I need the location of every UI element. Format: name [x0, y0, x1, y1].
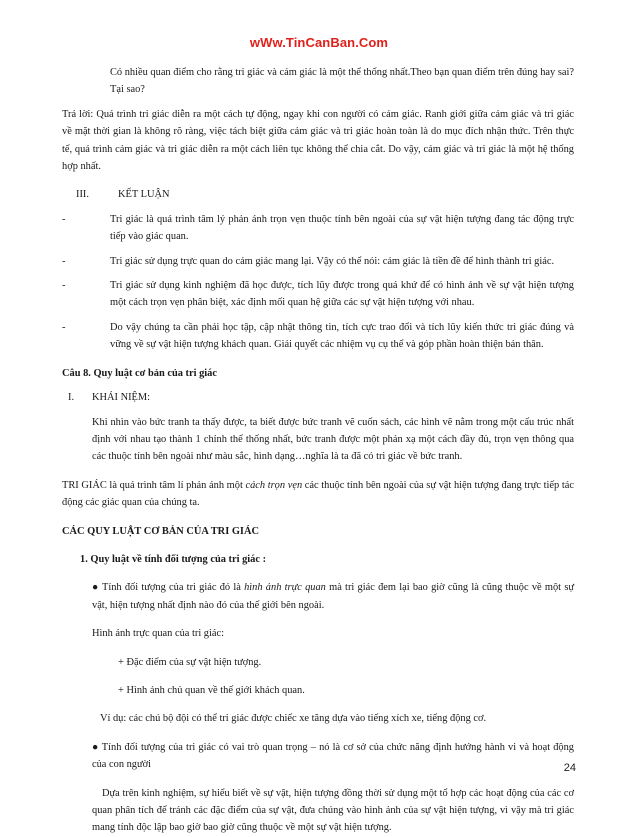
definition-part: các thuộc tính bên ngoài của sự vật hiện tượng đang trực tiếp tác động các giác quan của chúng ta.	[62, 479, 574, 509]
conclusion-heading	[62, 186, 574, 203]
dash-marker: -	[62, 255, 66, 267]
definition-emphasis: cách trọn vẹn	[245, 479, 303, 491]
law1-sub-item: + Đặc điểm của sự vật hiện tượng.	[118, 656, 262, 668]
law1-heading: 1. Quy luật về tính đối tượng của tri giác :	[80, 553, 267, 565]
page-number: 24	[563, 762, 576, 774]
dash-marker: -	[62, 321, 66, 333]
list-item-text: Tri giác sử dụng trực quan do cảm giác mang lại. Vậy có thể nói: cảm giác là tiền đề để hình thành tri giác.	[110, 255, 555, 267]
dash-marker: -	[62, 280, 66, 292]
laws-heading: CÁC QUY LUẬT CƠ BẢN CỦA TRI GIÁC	[62, 525, 259, 537]
concept-number: I.	[68, 392, 75, 404]
law1-paragraph	[62, 579, 574, 614]
law1-paragraph	[62, 739, 574, 774]
law1-example: Ví dụ: các chú bộ đội có thể tri giác được chiếc xe tăng dựa vào tiếng xích xe, tiếng động cơ.	[100, 713, 487, 725]
list-item	[62, 211, 574, 246]
question-title: . Quy luật cơ bản của tri giác	[88, 367, 217, 379]
list-item-text: Tri giác sử dụng kinh nghiệm đã học được, tích lũy được trong quá khứ để có hình ảnh về sự vật hiện tượng một cách trọn vẹn phân biệt, xác định mối quan hệ giữa các sự vật hiện tượng với nhau.	[110, 280, 574, 309]
law1-paragraph: Dựa trên kinh nghiệm, sự hiểu biết về sự vật, hiện tượng đồng thời sử dụng một tổ hợp các hoạt động của các cơ quan phân tích để tránh các đặc điểm của sự vật, đưa chúng vào hình ảnh của sự vật hiện tượng, vì vậy mà tri giác mang tính độc lập bao giờ bao giờ cũng thuộc về một sự vật hiện tượng.	[92, 787, 574, 834]
concept-heading	[62, 389, 574, 406]
concept-title: KHÁI NIỆM:	[92, 392, 151, 404]
definition-text	[62, 477, 574, 512]
list-item	[62, 277, 574, 312]
conclusion-title: KẾT LUẬN	[118, 189, 170, 201]
law1-sub-item: + Hình ảnh chủ quan về thế giới khách quan.	[118, 684, 305, 696]
law1-text: Tính đối tượng của tri giác đó là	[101, 582, 245, 594]
list-item	[62, 319, 574, 354]
concept-text: Khi nhìn vào bức tranh ta thấy được, ta biết được bức tranh vẽ cuốn sách, các hình vẽ nằm trong một cấu trúc nhất định với nhau tạo thành 1 chỉnh thể thống nhất, bức tranh được một phản xạ một cách đầy đủ, trọn vẹn thông qua các thuộc tính bên ngoài như màu sắc, hình dạng…nghĩa là ta đã có tri giác về bức tranh.	[92, 416, 574, 463]
law1-text: mà tri giác đem lại bao giờ cũng là cũng thuộc về một sự vật, hiện tượng nhất định nào đó của thế giới bên ngoài.	[92, 582, 574, 611]
answer-text: Trả lời: Quá trình tri giác diễn ra một cách tự động, ngay khi con người có cảm giác. Ranh giới giữa cảm giác và tri giác về mặt thời gian là không rõ ràng, việc tách biệt giữa cảm giác và tri giác hoàn toàn là do mục đích nhận thức. Trên thực tế, quá trình cảm giác và tri giác diễn ra một cách liên tục không thể chia cắt. Do vậy, cảm giác và tri giác là một hệ thống hợp nhất.	[62, 108, 574, 173]
conclusion-number: III.	[76, 189, 89, 201]
law1-emphasis: hình ảnh trực quan	[244, 582, 326, 594]
list-item-text: Do vậy chúng ta cần phải học tập, cập nhật thông tin, tích cực trao đổi và tích lũy kiến thức tri giác đúng và vững về sự vật hiện tượng khách quan. Giải quyết các nhiệm vụ cụ thể và góp phần hoàn thiện bản thân.	[110, 321, 574, 351]
dash-marker: -	[62, 213, 66, 225]
section-heading	[62, 365, 574, 382]
list-item	[62, 253, 574, 270]
definition-part: TRI GIÁC là quá trình tâm lí phản ánh một	[62, 479, 246, 491]
bullet-icon: ●	[92, 741, 99, 753]
document-body	[62, 64, 574, 837]
law1-visual-heading: Hình ảnh trực quan của tri giác:	[92, 628, 225, 640]
law1-text: Tính đối tượng của tri giác có vai trò quan trọng – nó là cơ sở của chức năng định hướng hành vi và hoạt động của con người	[92, 741, 574, 771]
list-item-text: Tri giác là quá trình tâm lý phản ánh trọn vẹn thuộc tính bên ngoài của sự vật hiện tượng đang tác động trực tiếp vào giác quan.	[110, 213, 574, 243]
question-label: Câu 8	[62, 367, 89, 379]
site-header: wWw.TinCanBan.Com	[249, 35, 389, 50]
question-text: Có nhiều quan điểm cho rằng tri giác và cảm giác là một thể thống nhất.Theo bạn quan điểm trên đúng hay sai? Tại sao?	[110, 67, 574, 96]
bullet-icon: ●	[92, 582, 99, 594]
